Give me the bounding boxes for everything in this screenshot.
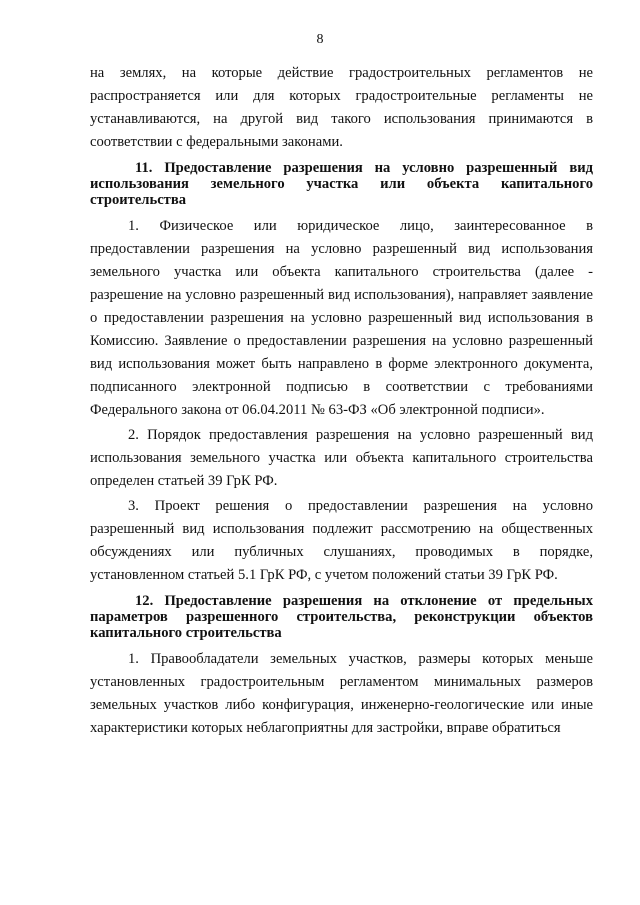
- page-number: 8: [316, 32, 324, 47]
- section-11-heading: 11. Предоставление разрешения на условно разрешенный вид использования земельного участка или объекта капитального строительства: [90, 160, 593, 208]
- section-11-paragraph-3: 3. Проект решения о предоставлении разрешения на условно разрешенный вид использования подлежит рассмотрению на общественных обсуждениях или публичных слушаниях, проводимых в порядке, установленном статьей 5.1 ГрК РФ, с учетом положений статьи 39 ГрК РФ.: [90, 498, 593, 583]
- section-11-paragraph-2: 2. Порядок предоставления разрешения на условно разрешенный вид использования земельного участка или объекта капитального строительства определен статьей 39 ГрК РФ.: [90, 427, 593, 489]
- document-body: [90, 62, 593, 740]
- section-12-heading: 12. Предоставление разрешения на отклонение от предельных параметров разрешенного строительства, реконструкции объектов капитального строительства: [90, 593, 593, 641]
- section-12-paragraph-1: 1. Правообладатели земельных участков, размеры которых меньше установленных градостроительным регламентом минимальных размеров земельных участков либо конфигурация, инженерно-геологические или иные характеристики которых неблагоприятны для застройки, вправе обратиться: [90, 651, 593, 736]
- continuation-paragraph: на землях, на которые действие градостроительных регламентов не распространяется или для которых градостроительные регламенты не устанавливаются, на другой вид такого использования принимаются в соответствии с федеральными законами.: [90, 65, 593, 150]
- section-11-paragraph-1: 1. Физическое или юридическое лицо, заинтересованное в предоставлении разрешения на условно разрешенный вид использования земельного участка или объекта капитального строительства (далее - разрешение на условно разрешенный вид использования), направляет заявление о предоставлении разрешения на условно разрешенный вид использования в Комиссию. Заявление о предоставлении разрешения на условно разрешенный вид использования может быть направлено в форме электронного документа, подписанного электронной подписью в соответствии с требованиями Федерального закона от 06.04.2011 № 63-ФЗ «Об электронной подписи».: [90, 218, 593, 418]
